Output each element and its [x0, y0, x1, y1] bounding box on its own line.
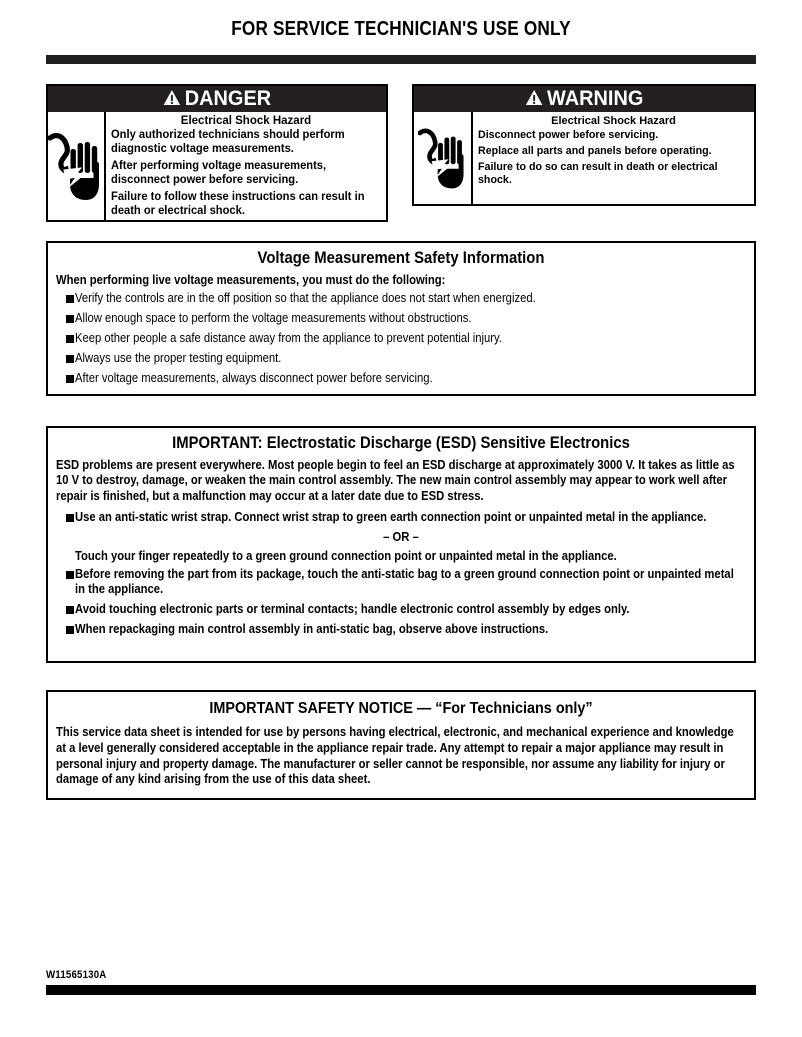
square-bullet-icon: [66, 514, 74, 522]
list-item: Avoid touching electronic parts or terminal contacts; handle electronic control assembly by edges only.: [56, 602, 746, 617]
warning-paragraph-2: Replace all parts and panels before operating.: [478, 144, 712, 157]
danger-paragraph-1: Only authorized technicians should perform diagnostic voltage measurements.: [111, 129, 345, 155]
square-bullet-icon: [66, 355, 74, 363]
list-item: Before removing the part from its package, touch the anti-static bag to a green ground connection point or unpainted metal in the appliance.: [56, 567, 746, 597]
warning-paragraph-3: Failure to do so can result in death or electrical shock.: [478, 160, 718, 186]
esd-panel-title: IMPORTANT: Electrostatic Discharge (ESD) Sensitive Electronics: [172, 434, 630, 452]
warning-message: [473, 112, 754, 204]
safety-notice-body: This service data sheet is intended for use by persons having electrical, electronic, and mechanical experience and knowledge at a level generally considered acceptable in the appliance repair trade. Any attempt to repair a major appliance may result in personal injury and property damage. The manufacturer or seller cannot be responsible, nor assume any liability for injury or damage of any kind arising from the use of this data sheet.: [56, 725, 734, 787]
danger-paragraph-2: After performing voltage measurements, disconnect power before servicing.: [111, 160, 327, 186]
square-bullet-icon: [66, 571, 74, 579]
safety-notice-panel: [46, 690, 756, 800]
square-bullet-icon: [66, 375, 74, 383]
list-item: Verify the controls are in the off position so that the appliance does not start when energized.: [56, 291, 746, 306]
danger-safety-box: [46, 84, 388, 222]
danger-signal-word: DANGER: [184, 87, 272, 110]
voltage-panel-title: Voltage Measurement Safety Information: [257, 249, 545, 267]
warning-hazard-heading: Electrical Shock Hazard: [551, 115, 676, 127]
warning-triangle-icon: [163, 87, 181, 113]
electrical-shock-hand-icon: [48, 112, 106, 220]
danger-message: [106, 112, 386, 220]
list-item: Use an anti-static wrist strap. Connect wrist strap to green earth connection point or unpainted metal in the appliance.: [56, 510, 746, 525]
electrical-shock-hand-icon: [414, 112, 473, 204]
part-number: W11565130A: [46, 969, 107, 981]
list-item: Always use the proper testing equipment.: [56, 351, 746, 366]
or-divider: – OR –: [383, 529, 419, 544]
square-bullet-icon: [66, 606, 74, 614]
square-bullet-icon: [66, 335, 74, 343]
danger-header: [48, 86, 386, 112]
square-bullet-icon: [66, 626, 74, 634]
danger-body: [48, 112, 386, 220]
list-item: Allow enough space to perform the voltage measurements without obstructions.: [56, 311, 746, 326]
warning-header: [414, 86, 754, 112]
warning-safety-box: [412, 84, 756, 206]
danger-hazard-heading: Electrical Shock Hazard: [180, 115, 312, 127]
list-item: Keep other people a safe distance away from the appliance to prevent potential injury.: [56, 331, 746, 346]
voltage-measurement-panel: [46, 241, 756, 396]
warning-paragraph-1: Disconnect power before servicing.: [478, 129, 659, 141]
header-rule: [46, 55, 756, 64]
square-bullet-icon: [66, 295, 74, 303]
page-title: FOR SERVICE TECHNICIAN'S USE ONLY: [231, 18, 571, 40]
warning-body: [414, 112, 754, 204]
danger-paragraph-3: Failure to follow these instructions can result in death or electrical shock.: [111, 191, 365, 217]
voltage-panel-lead: When performing live voltage measurements, you must do the following:: [56, 273, 446, 287]
footer-rule: [46, 985, 756, 995]
safety-notice-title: IMPORTANT SAFETY NOTICE — “For Technicians only”: [209, 700, 593, 717]
list-item: After voltage measurements, always disconnect power before servicing.: [56, 371, 746, 386]
esd-or-alternative: Touch your finger repeatedly to a green ground connection point or unpainted metal in the appliance.: [75, 548, 617, 563]
square-bullet-icon: [66, 315, 74, 323]
warning-triangle-icon: [525, 87, 543, 113]
esd-intro-paragraph: ESD problems are present everywhere. Most people begin to feel an ESD discharge at approximately 3000 V. It takes as little as 10 V to destroy, damage, or weaken the main control assembly. The new main control assembly may appear to work well after repair is finished, but a malfunction may occur at a later date due to ESD stress.: [56, 458, 735, 503]
list-item: When repackaging main control assembly in anti-static bag, observe above instructions.: [56, 622, 746, 637]
esd-panel: [46, 426, 756, 663]
warning-signal-word: WARNING: [546, 87, 644, 110]
